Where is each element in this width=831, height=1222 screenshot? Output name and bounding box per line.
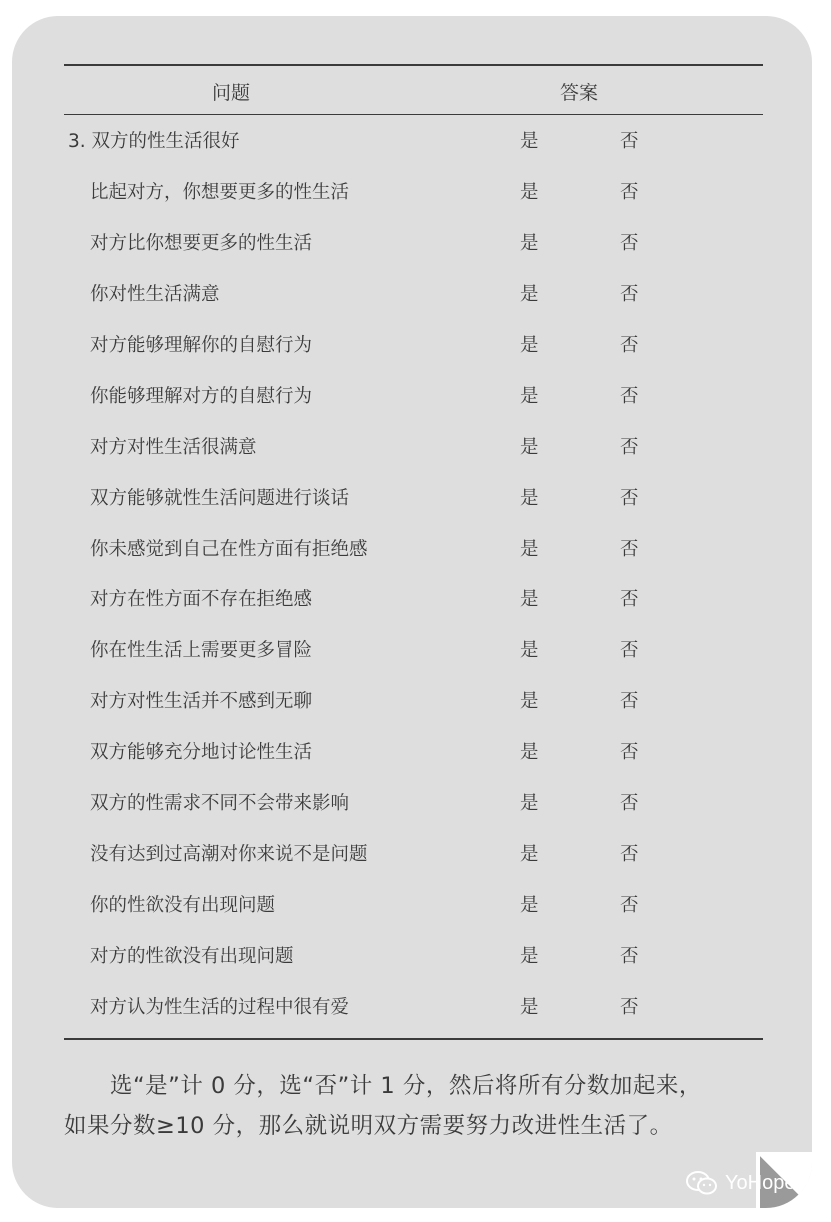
table-row bbox=[64, 726, 763, 777]
answer-no: 否 bbox=[620, 640, 639, 662]
question-text: 对方对性生活并不感到无聊 bbox=[90, 691, 313, 713]
answer-yes: 是 bbox=[520, 283, 539, 305]
answer-no: 否 bbox=[620, 691, 639, 713]
table-row bbox=[64, 828, 763, 879]
answer-no: 否 bbox=[620, 385, 639, 407]
table-row bbox=[64, 573, 763, 624]
table-row bbox=[64, 523, 763, 574]
answer-no: 否 bbox=[620, 232, 639, 254]
table-bottom-rule bbox=[64, 1038, 763, 1040]
answer-yes: 是 bbox=[520, 996, 539, 1018]
question-text: 对方在性方面不存在拒绝感 bbox=[90, 589, 313, 611]
table-row bbox=[64, 166, 763, 217]
table-row bbox=[64, 777, 763, 828]
question-text: 对方认为性生活的过程中很有爱 bbox=[90, 996, 350, 1018]
answer-yes: 是 bbox=[520, 181, 539, 203]
watermark-text: YoHope bbox=[725, 1171, 796, 1194]
table-row bbox=[64, 370, 763, 421]
question-text: 比起对方，你想要更多的性生活 bbox=[90, 181, 350, 203]
answer-no: 否 bbox=[620, 996, 639, 1018]
table-row bbox=[64, 472, 763, 523]
scoring-note bbox=[64, 1066, 774, 1146]
answer-yes: 是 bbox=[520, 946, 539, 967]
answer-no: 否 bbox=[620, 334, 639, 356]
table-row bbox=[64, 879, 763, 930]
answer-yes: 是 bbox=[520, 742, 539, 764]
question-text: 双方的性需求不同不会带来影响 bbox=[90, 793, 350, 815]
answer-no: 否 bbox=[620, 793, 639, 815]
question-text: 3. 双方的性生活很好 bbox=[68, 131, 240, 152]
answer-yes: 是 bbox=[520, 385, 539, 407]
answer-yes: 是 bbox=[520, 538, 539, 560]
answer-no: 否 bbox=[620, 538, 639, 560]
note-line-2: 如果分数≥10 分，那么就说明双方需要努力改进性生活了。 bbox=[64, 1113, 673, 1139]
table-row bbox=[64, 319, 763, 370]
table-row bbox=[64, 624, 763, 675]
table-row bbox=[64, 981, 763, 1032]
table-row bbox=[64, 115, 763, 166]
answer-yes: 是 bbox=[520, 436, 539, 458]
table-header bbox=[64, 66, 763, 114]
answer-no: 否 bbox=[620, 487, 639, 509]
question-text: 双方能够充分地讨论性生活 bbox=[90, 742, 313, 764]
answer-yes: 是 bbox=[520, 640, 539, 662]
quiz-table bbox=[64, 64, 763, 1040]
question-text: 双方能够就性生活问题进行谈话 bbox=[90, 487, 350, 509]
question-text: 没有达到过高潮对你来说不是问题 bbox=[90, 844, 368, 866]
question-text: 你未感觉到自己在性方面有拒绝感 bbox=[90, 538, 368, 560]
answer-yes: 是 bbox=[520, 793, 539, 815]
header-question: 问题 bbox=[212, 82, 251, 104]
answer-yes: 是 bbox=[520, 232, 539, 254]
answer-no: 否 bbox=[620, 742, 639, 764]
question-text: 对方对性生活很满意 bbox=[90, 436, 257, 458]
table-body bbox=[64, 115, 763, 1038]
table-row bbox=[64, 930, 763, 981]
question-text: 你的性欲没有出现问题 bbox=[90, 895, 276, 917]
answer-yes: 是 bbox=[520, 334, 539, 356]
answer-no: 否 bbox=[620, 131, 639, 152]
question-text: 对方的性欲没有出现问题 bbox=[90, 946, 294, 967]
question-text: 对方能够理解你的自慰行为 bbox=[90, 334, 313, 356]
answer-yes: 是 bbox=[520, 131, 539, 152]
header-answer: 答案 bbox=[560, 82, 599, 104]
question-text: 你能够理解对方的自慰行为 bbox=[90, 385, 313, 407]
watermark bbox=[685, 1170, 795, 1196]
answer-yes: 是 bbox=[520, 589, 539, 611]
question-text: 你在性生活上需要更多冒险 bbox=[90, 640, 313, 662]
answer-no: 否 bbox=[620, 895, 639, 917]
answer-no: 否 bbox=[620, 844, 639, 866]
note-line-1: 选“是”计 0 分，选“否”计 1 分，然后将所有分数加起来， bbox=[110, 1073, 702, 1099]
question-text: 你对性生活满意 bbox=[90, 283, 220, 305]
table-row bbox=[64, 268, 763, 319]
answer-no: 否 bbox=[620, 946, 639, 967]
answer-no: 否 bbox=[620, 283, 639, 305]
wechat-icon bbox=[685, 1170, 719, 1196]
quiz-card bbox=[12, 16, 812, 1208]
answer-no: 否 bbox=[620, 436, 639, 458]
answer-yes: 是 bbox=[520, 895, 539, 917]
table-row bbox=[64, 217, 763, 268]
answer-yes: 是 bbox=[520, 844, 539, 866]
table-row bbox=[64, 675, 763, 726]
question-text: 对方比你想要更多的性生活 bbox=[90, 232, 313, 254]
answer-no: 否 bbox=[620, 181, 639, 203]
answer-no: 否 bbox=[620, 589, 639, 611]
answer-yes: 是 bbox=[520, 691, 539, 713]
answer-yes: 是 bbox=[520, 487, 539, 509]
table-row bbox=[64, 421, 763, 472]
